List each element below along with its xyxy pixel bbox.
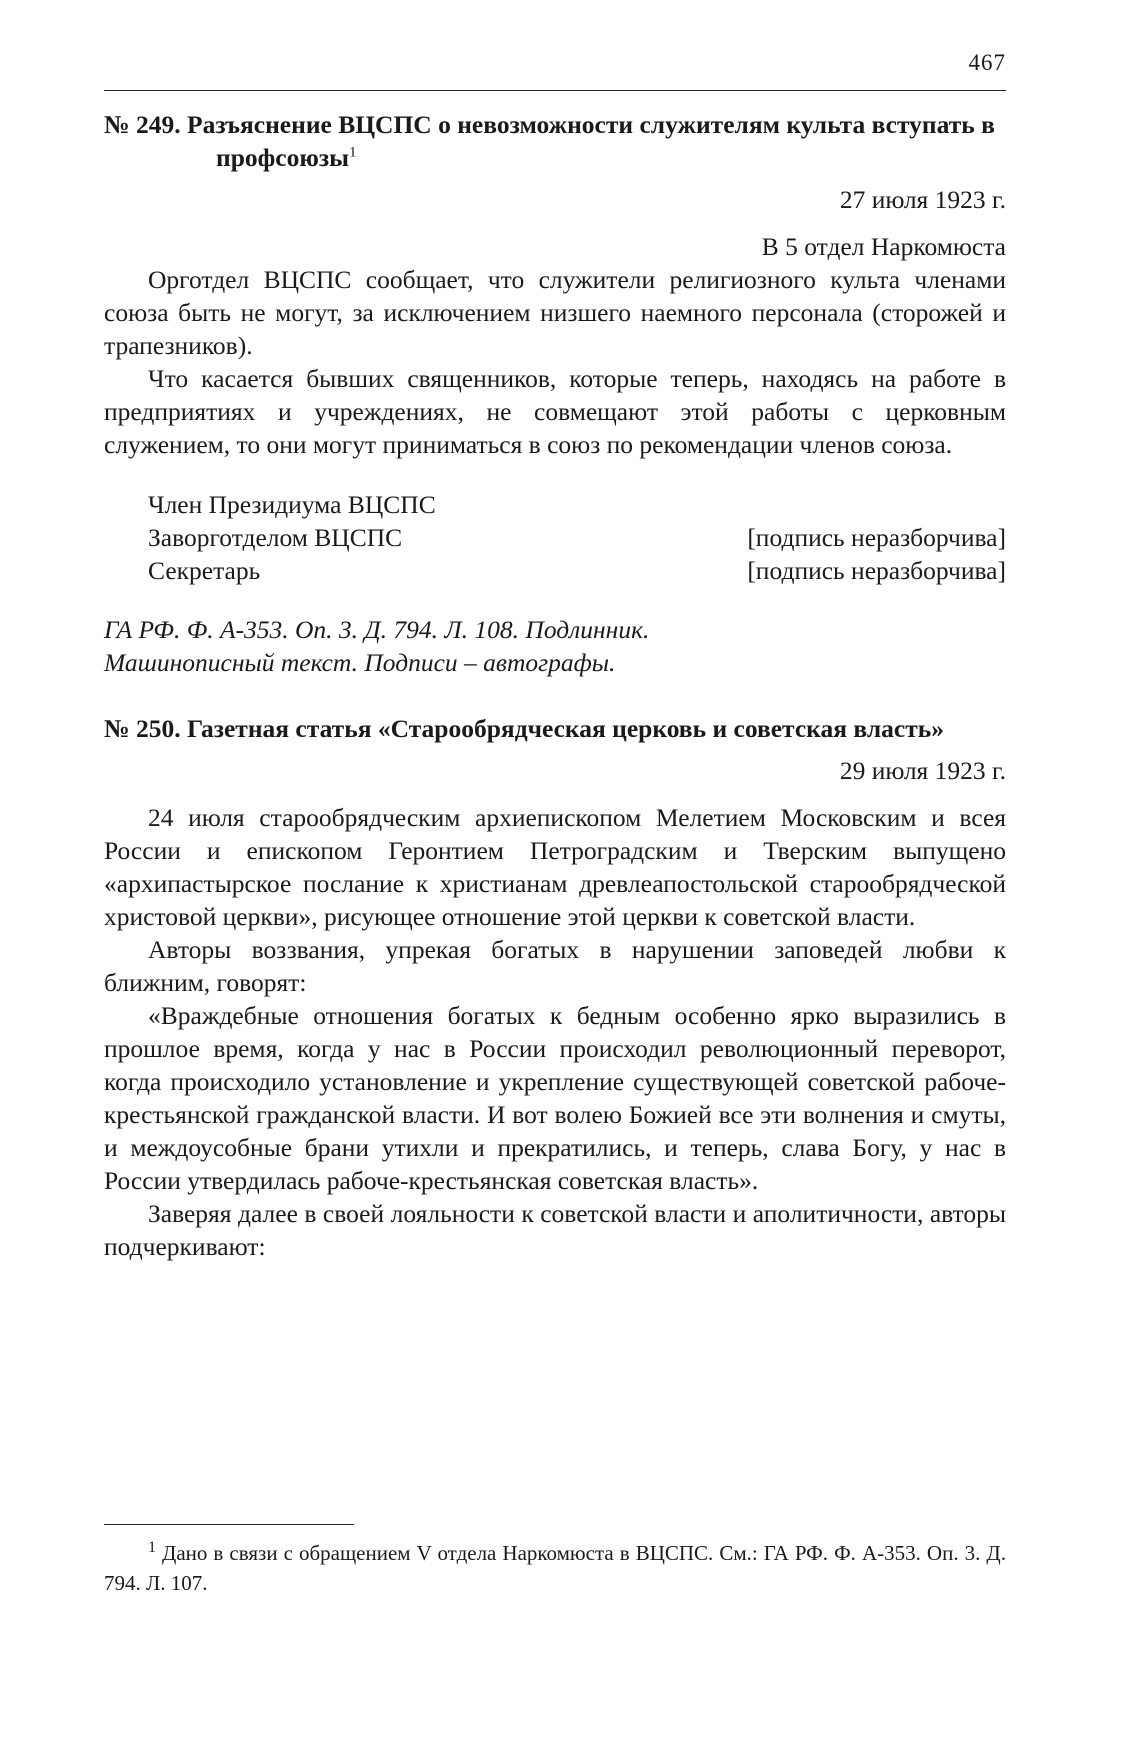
doc-250-heading bbox=[104, 712, 1006, 745]
signature-block bbox=[104, 488, 1006, 587]
footnote-ref[interactable]: 1 bbox=[348, 144, 357, 161]
signature-row bbox=[104, 521, 1006, 554]
signature-mark: [подпись неразборчива] bbox=[747, 556, 1006, 585]
doc-249-heading bbox=[104, 108, 1006, 174]
document-249 bbox=[104, 108, 1006, 679]
header-rule bbox=[104, 90, 1006, 91]
doc-249-addressee: В 5 отдел Наркомюста bbox=[761, 232, 1006, 261]
signature-row bbox=[104, 554, 1006, 587]
footnote-rule bbox=[104, 1524, 354, 1525]
doc-250-date: 29 июля 1923 г. bbox=[839, 756, 1006, 785]
signature-role: Секретарь bbox=[148, 556, 261, 585]
document-250 bbox=[104, 712, 1006, 1263]
signature-row bbox=[104, 488, 1006, 521]
doc-249-paragraph-1: Орготдел ВЦСПС сообщает, что служители религиозного культа членами союза быть не могут, за исключением низшего наемного персонала (сторожей и трапезников). bbox=[104, 265, 1006, 360]
signature-mark: [подпись неразборчива] bbox=[747, 523, 1006, 552]
doc-250-number: № 250. bbox=[104, 714, 181, 743]
doc-250-quote: «Враждебные отношения богатых к бедным особенно ярко выразились в прошлое время, когда у нас в России происходил революционный переворот, когда происходило установление и укрепление существующей советской рабоче-крестьянской гражданской власти. И вот волею Божией все эти волнения и смуты, и междоусобные брани утихли и прекратились, и теперь, слава Богу, у нас в России утвердилась рабоче-крестьянская советская власть». bbox=[104, 1001, 1006, 1195]
source-line-2: Машинописный текст. Подписи – автографы. bbox=[104, 648, 616, 677]
footnote-mark: 1 bbox=[148, 1539, 156, 1556]
footnote bbox=[104, 1538, 1006, 1598]
doc-249-title: Разъяснение ВЦСПС о невозможности служителям культа вступать в профсоюзы bbox=[187, 110, 995, 172]
doc-250-title: Газетная статья «Старообрядческая церковь и советская власть» bbox=[187, 714, 944, 743]
doc-250-paragraph-2: Авторы воззвания, упрекая богатых в нарушении заповедей любви к ближним, говорят: bbox=[104, 935, 1006, 997]
doc-249-paragraph-2: Что касается бывших священников, которые теперь, находясь на работе в предприятиях и учреждениях, не совмещают этой работы с церковным служением, то они могут приниматься в союз по рекомендации членов союза. bbox=[104, 364, 1006, 459]
doc-249-number: № 249. bbox=[104, 110, 181, 139]
archival-source bbox=[104, 613, 1006, 679]
page-body bbox=[104, 108, 1006, 1263]
doc-250-paragraph-4: Заверяя далее в своей лояльности к советской власти и аполитичности, авторы подчеркивают: bbox=[104, 1199, 1006, 1261]
signature-role: Заворготделом ВЦСПС bbox=[148, 523, 403, 552]
footnote-text: Дано в связи с обращением V отдела Наркомюста в ВЦСПС. См.: ГА РФ. Ф. А-353. Оп. 3. Д. 794. Л. 107. bbox=[104, 1541, 1006, 1595]
source-line-1: ГА РФ. Ф. А-353. Оп. 3. Д. 794. Л. 108. Подлинник. bbox=[104, 615, 650, 644]
signature-role: Член Президиума ВЦСПС bbox=[148, 490, 436, 519]
doc-249-date: 27 июля 1923 г. bbox=[839, 185, 1006, 214]
doc-250-paragraph-1: 24 июля старообрядческим архиепископом Мелетием Московским и всея России и епископом Геронтием Петроградским и Тверским выпущено «архипастырское послание к христианам древлеапостольской старообрядческой христовой церкви», рисующее отношение этой церкви к советской власти. bbox=[104, 803, 1006, 931]
page-number: 467 bbox=[968, 50, 1006, 75]
